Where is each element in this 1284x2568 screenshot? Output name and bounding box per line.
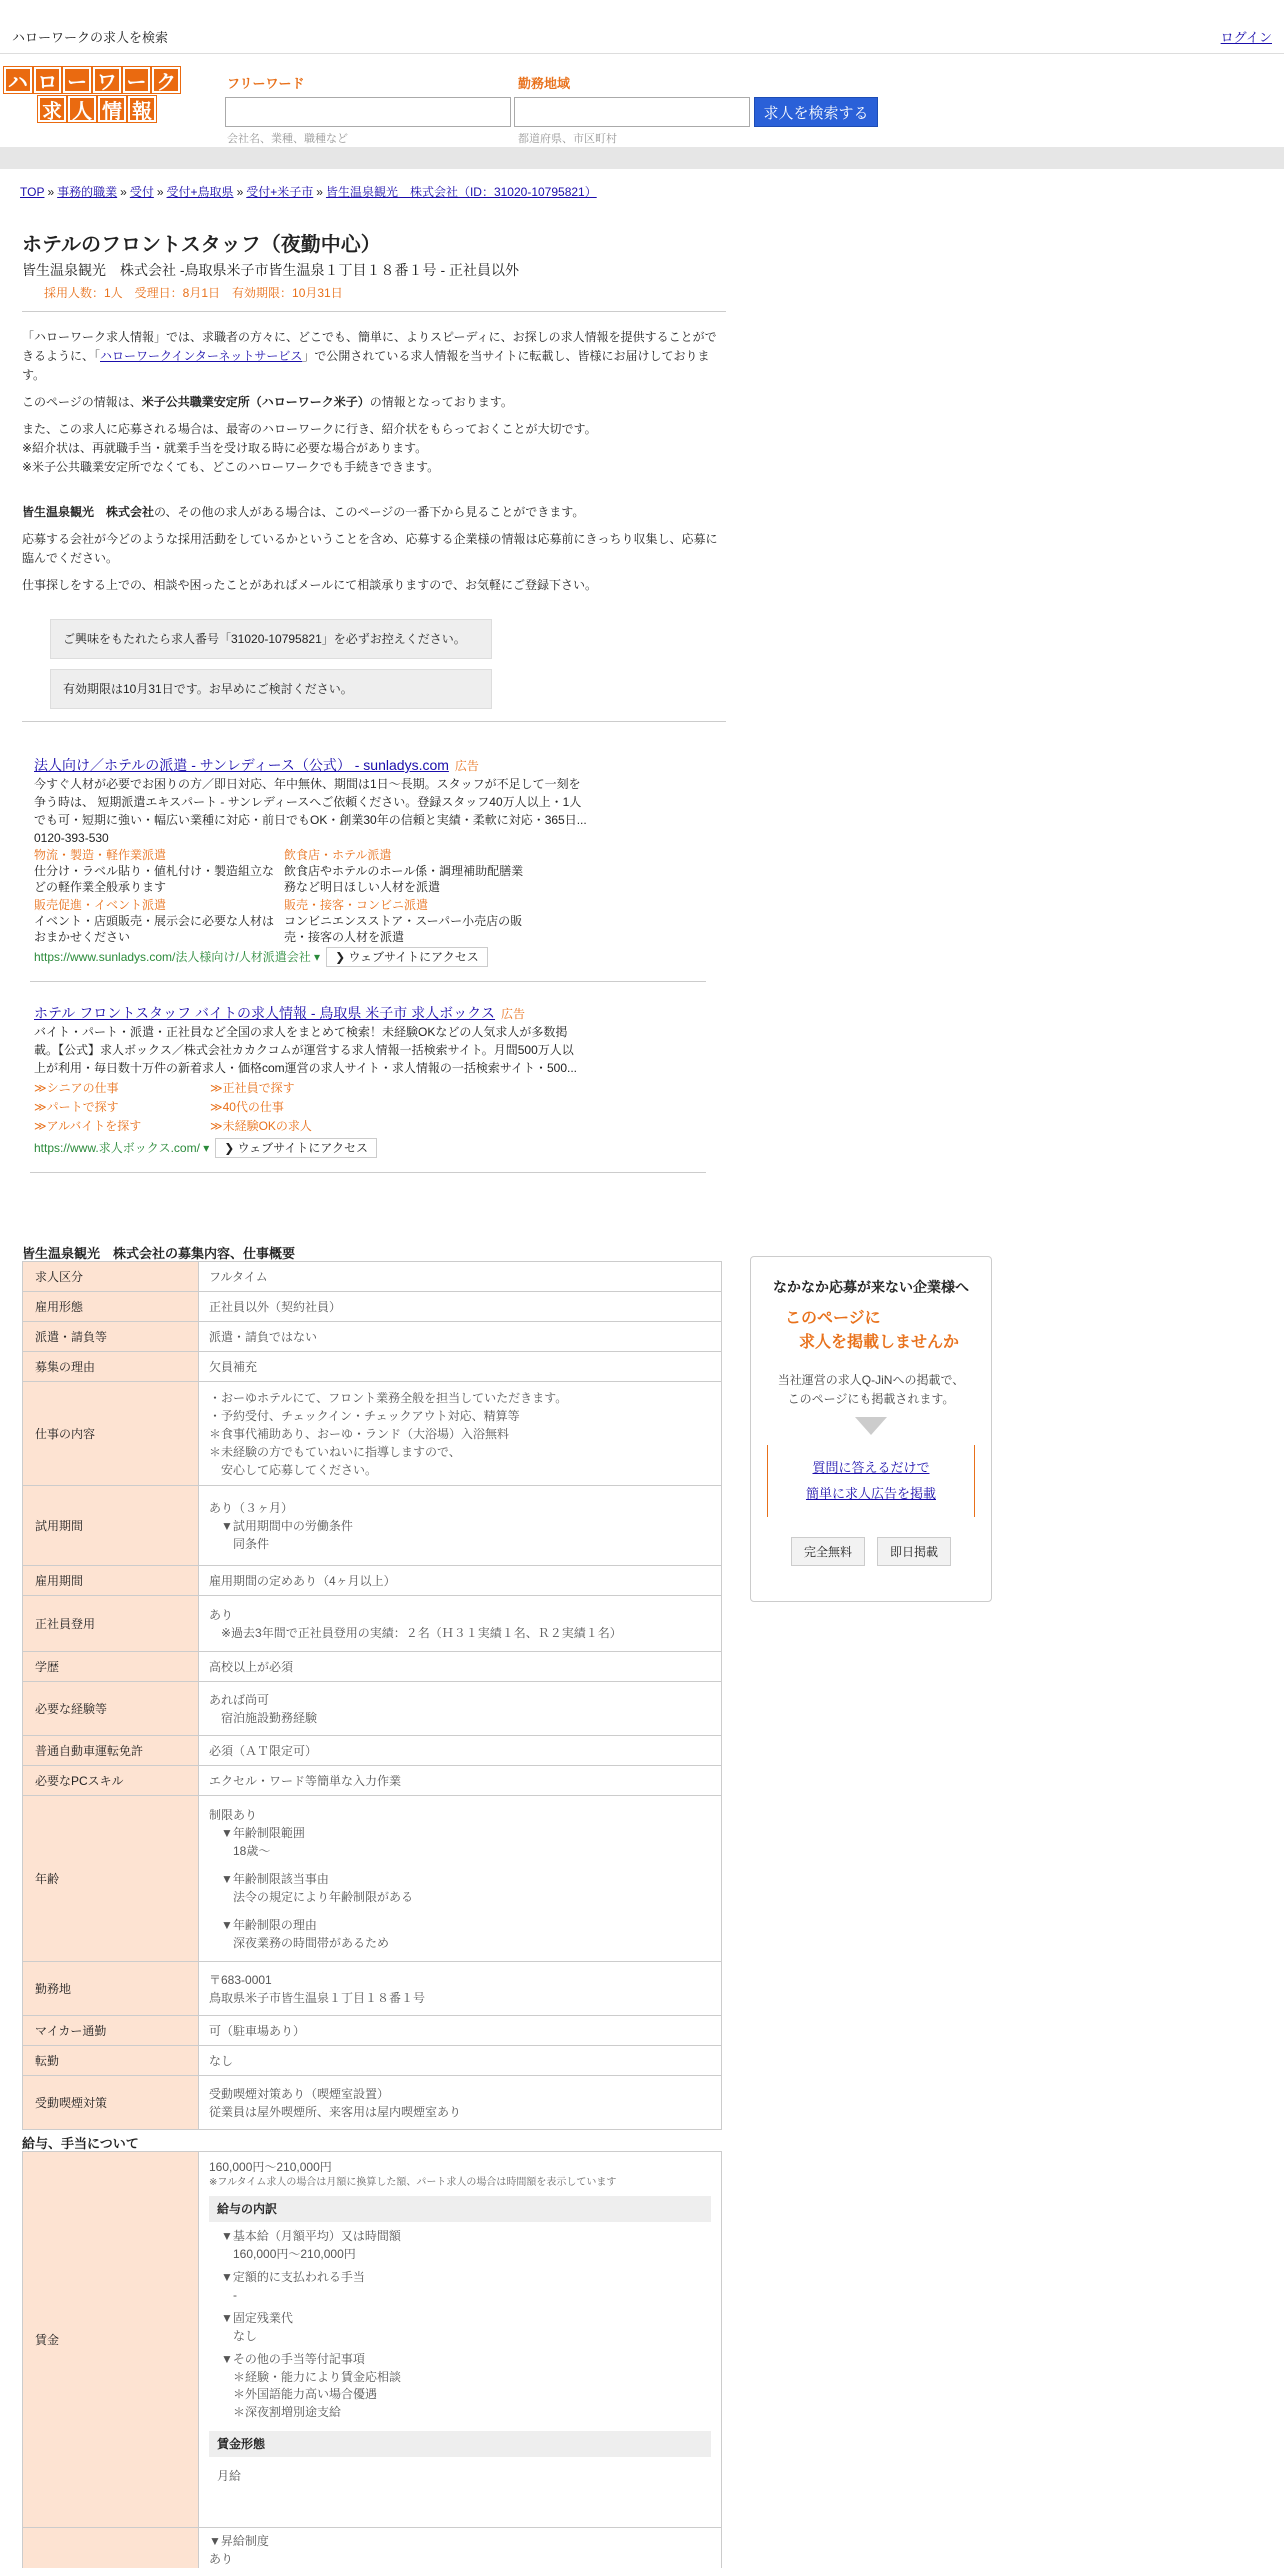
login-link[interactable]: ログイン: [1220, 30, 1272, 45]
row-value: 派遣・請負ではない: [199, 1322, 722, 1352]
row-value: なし: [199, 2046, 722, 2076]
row-value: あれば尚可 宿泊施設勤務経験: [199, 1682, 722, 1736]
ad-headline[interactable]: ホテル フロントスタッフ バイトの求人情報 - 鳥取県 米子市 求人ボックス: [34, 1005, 496, 1021]
job-meta: 採用人数：1人 受理日：8月1日 有効期限：10月31日: [44, 286, 343, 300]
row-key: 必要なPCスキル: [23, 1766, 199, 1796]
breadcrumb-link[interactable]: 事務的職業: [57, 185, 118, 199]
advertiser-promo: なかなか応募が来ない企業様へ このページに 求人を掲載しませんか 当社運営の求人Q-JiNへの掲載で、 このページにも掲載されます。 質問に答えるだけで 簡単に求人広告を掲載 完全無料 即日掲載: [750, 1256, 992, 1602]
table-row: [23, 1796, 722, 1962]
ad-sitelink[interactable]: ≫シニアの仕事: [34, 1081, 119, 1095]
table-row: [23, 1736, 722, 1766]
breadcrumb-link[interactable]: 受付+米子市: [246, 185, 314, 199]
logo-char: ク: [152, 67, 180, 93]
row-value: あり（３ヶ月） ▼試用期間中の労働条件 同条件: [199, 1486, 722, 1566]
table-row: [23, 1486, 722, 1566]
breadcrumb-link[interactable]: TOP: [20, 185, 45, 199]
same-day-badge[interactable]: 即日掲載: [877, 1537, 951, 1566]
row-key: 試用期間: [23, 1486, 199, 1566]
ad-sitelink[interactable]: ≫40代の仕事: [210, 1100, 284, 1114]
table-row: [23, 1352, 722, 1382]
row-key: 募集の理由: [23, 1352, 199, 1382]
row-value: エクセル・ワード等簡単な入力作業: [199, 1766, 722, 1796]
breadcrumb-link[interactable]: 皆生温泉観光 株式会社（ID：31020-10795821）: [325, 185, 597, 199]
logo-char: ワ: [93, 67, 121, 93]
row-key: 必要な経験等: [23, 1682, 199, 1736]
row-value: 正社員以外（契約社員）: [199, 1292, 722, 1322]
row-key: 学歴: [23, 1652, 199, 1682]
table-row: [23, 1322, 722, 1352]
ad-kyujinbox: ホテル フロントスタッフ バイトの求人情報 - 鳥取県 米子市 求人ボックス 広告 バイト・パート・派遣・正社員など全国の求人をまとめて検索！未経験OKなどの人気求人が多数掲 載。【公式】求人ボックス／株式会社カカクコムが運営する求人情報一括検索サイト。月間500万人以 上が利用・毎日数十万件の新着求人・価格com運営の求人サイト・求人情報の一括検索サイト・500... ≫シニアの仕事 ≫正社員で探す ≫パートで探す ≫40代の仕事 ≫アルバイトを探す ≫未経験OKの求人 https://www.求人ボックス.com/ ▾ ❯ ウェブサイトにアクセス: [34, 1004, 714, 1173]
row-value: 雇用期間の定めあり（4ヶ月以上）: [199, 1566, 722, 1596]
row-value: 必須（ＡＴ限定可）: [199, 1736, 722, 1766]
job-main: [22, 232, 726, 722]
job-title: ホテルのフロントスタッフ（夜勤中心）: [22, 234, 381, 256]
expiry-note: 有効期限は10月31日です。お早めにご検討ください。: [50, 669, 492, 709]
row-key: マイカー通勤: [23, 2016, 199, 2046]
row-key: 雇用期間: [23, 1566, 199, 1596]
logo-char: ー: [123, 67, 151, 93]
job-details-table: [22, 1261, 722, 2130]
logo-char: ハ: [4, 67, 32, 93]
section-heading: 皆生温泉観光 株式会社の募集内容、仕事概要: [22, 1246, 296, 1261]
row-value: あり ※過去3年間で正社員登用の実績：２名（Ｈ３１実績１名、Ｒ２実績１名）: [199, 1596, 722, 1652]
logo-char: ー: [63, 67, 91, 93]
table-row: [23, 1382, 722, 1486]
site-title: ハローワークの求人を検索: [12, 30, 169, 45]
wage-table: 賃金 160,000円〜210,000円 ※フルタイム求人の場合は月額に換算した額、パート求人の場合は時間額を表示しています 給与の内訳 ▼基本給（月額平均）又は時間額 160,000円〜210,000円 ▼定額的に支払われる手当 - ▼固定残業代 なし ▼その他の手当等付記事項 ＊経験・能力により賃金応相談 ＊外国語能力高い場合優遇 ＊深夜割増別途支給 賃金形態 月給 ▼昇給制度 あり: [22, 2151, 722, 2568]
ad-sitelink[interactable]: 販売・接客・コンビニ派遣: [284, 898, 429, 912]
job-number-note: ご興味をもたれたら求人番号「31020-10795821」を必ずお控えください。: [50, 619, 492, 659]
table-row: [23, 2076, 722, 2130]
hellowork-logo[interactable]: [4, 67, 180, 125]
row-key: 受動喫煙対策: [23, 2076, 199, 2130]
ad-headline[interactable]: 法人向け／ホテルの派遣 - サンレディース（公式） - sunladys.com: [34, 757, 449, 773]
freeword-label: フリーワード: [227, 76, 305, 91]
row-value: 高校以上が必須: [199, 1652, 722, 1682]
freeword-input[interactable]: [225, 97, 511, 127]
intro-text: 「ハローワーク求人情報」では、求職者の方々に、どこでも、簡単に、よりスピーディに、お探しの求人情報を提供することができるように、「ハローワークインターネットサービス」で公開されている求人情報を当サイトに転載し、皆様にお届けしております。 このページの情報は、米子公共職業安定所（ハローワーク米子）の情報となっております。 また、この求人に応募される場合は、最寄のハローワークに行き、紹介状をもらっておくことが大切です。 ※紹介状は、再就職手当・就業手当を受け取る時に必要な場合があります。 ※米子公共職業安定所でなくても、どこのハローワークでも手続きできます。 皆生温泉観光 株式会社の、その他の求人がある場合は、このページの一番下から見ることができます。 応募する会社が今どのような採用活動をしているかということを含め、応募する企業様の情報は応募前にきっちり収集し、応募に臨んでください。 仕事探しをする上での、相談や困ったことがあればメールにて相談承りますので、お気軽にご登録下さい。: [22, 330, 718, 592]
ad-sitelink[interactable]: ≫アルバイトを探す: [34, 1119, 142, 1133]
row-key: 仕事の内容: [23, 1382, 199, 1486]
table-row: [23, 2016, 722, 2046]
row-key: 普通自動車運転免許: [23, 1736, 199, 1766]
logo-char: 求: [38, 96, 66, 122]
table-row: [23, 1292, 722, 1322]
row-value: フルタイム: [199, 1262, 722, 1292]
promo-heading: なかなか応募が来ない企業様へ: [773, 1279, 969, 1295]
logo-char: 報: [128, 96, 156, 122]
ad-sitelink[interactable]: ≫パートで探す: [34, 1100, 119, 1114]
breadcrumb-link[interactable]: 受付+鳥取県: [166, 185, 234, 199]
post-job-links: [767, 1445, 975, 1517]
table-row: [23, 1766, 722, 1796]
breadcrumb-link[interactable]: 受付: [129, 185, 154, 199]
row-value: 〒683-0001 鳥取県米子市皆生温泉１丁目１８番１号: [199, 1962, 722, 2016]
table-row: [23, 1596, 722, 1652]
ad-sitelink[interactable]: ≫正社員で探す: [210, 1081, 295, 1095]
row-key: 派遣・請負等: [23, 1322, 199, 1352]
post-job-link[interactable]: 簡単に求人広告を掲載: [805, 1486, 936, 1501]
section-heading: 給与、手当について: [22, 2136, 139, 2151]
table-row: [23, 1652, 722, 1682]
row-value: 可（駐車場あり）: [199, 2016, 722, 2046]
logo-char: 情: [98, 96, 126, 122]
row-key: 勤務地: [23, 1962, 199, 2016]
header-divider: [0, 147, 1284, 169]
divider: [22, 311, 726, 312]
top-bar: [0, 0, 1284, 54]
ad-sitelink[interactable]: ≫未経験OKの求人: [210, 1119, 312, 1133]
logo-char: 人: [68, 96, 96, 122]
row-value: 受動喫煙対策あり（喫煙室設置） 従業員は屋外喫煙所、来客用は屋内喫煙室あり: [199, 2076, 722, 2130]
freeword-hint: 会社名、業種、職種など: [227, 133, 348, 145]
table-row: [23, 1262, 722, 1292]
table-row: [23, 2046, 722, 2076]
ad-sunladys: 法人向け／ホテルの派遣 - サンレディース（公式） - sunladys.com 広告 今すぐ人材が必要でお困りの方／即日対応、年中無休、期間は1日～長期。スタッフが不足して一刻を 争う時は、 短期派遣エキスパート - サンレディースへご依頼ください。登録スタッフ40万人以上・1人 でも可・短期に強い・幅広い業種に対応・前日でもOK・創業30年の信頼と実績・柔軟に対応・365日... 0120-393-530 物流・製造・軽作業派遣 仕分け・ラベル貼り・値札付け・製造組立などの軽作業全般承ります 販売促進・イベント派遣 イベント・店頭販売・展示会に必要な人材はおまかせください 飲食店・ホテル派遣 飲食店やホテルのホール係・調理補助配膳業務など明日ほしい人材を派遣 販売・接客・コンビニ派遣 コンビニエンスストア・スーパー小売店の販売・接客の人材を派遣 https://www.sunladys.com/法人様向け/人材派遣会社 ▾ ❯ ウェブサイトにアクセス: [34, 756, 714, 982]
visit-site-button[interactable]: ❯ ウェブサイトにアクセス: [326, 947, 488, 967]
free-badge[interactable]: 完全無料: [791, 1537, 865, 1566]
row-key: 求人区分: [23, 1262, 199, 1292]
row-key: 雇用形態: [23, 1292, 199, 1322]
job-subtitle: 皆生温泉観光 株式会社 -鳥取県米子市皆生温泉１丁目１８番１号 - 正社員以外: [22, 262, 519, 278]
ad-sitelink[interactable]: 物流・製造・軽作業派遣: [34, 848, 167, 862]
row-key: 転勤: [23, 2046, 199, 2076]
row-value: 欠員補充: [199, 1352, 722, 1382]
table-row: [23, 1682, 722, 1736]
row-key: 正社員登用: [23, 1596, 199, 1652]
visit-site-button[interactable]: ❯ ウェブサイトにアクセス: [215, 1138, 377, 1158]
search-button[interactable]: 求人を検索する: [754, 97, 878, 127]
row-value: ・おーゆホテルにて、フロント業務全般を担当していただきます。 ・予約受付、チェックイン・チェックアウト対応、精算等 ＊食事代補助あり、おーゆ・ランド（大浴場）入浴無料 ＊未経験の方でもていねいに指導しますので、 安心して応募してください。: [199, 1382, 722, 1486]
row-key: 賃金: [23, 2152, 199, 2528]
search-header: [0, 55, 1284, 147]
post-job-link[interactable]: 質問に答えるだけで: [812, 1460, 930, 1475]
table-row: [23, 1962, 722, 2016]
row-key: 年齢: [23, 1796, 199, 1962]
area-input[interactable]: [514, 97, 750, 127]
table-row: [23, 1566, 722, 1596]
down-arrow-icon: [855, 1417, 887, 1435]
area-hint: 都道府県、市区町村: [518, 133, 617, 145]
row-value: 制限あり ▼年齢制限範囲 18歳〜 ▼年齢制限該当事由 法令の規定により年齢制限がある ▼年齢制限の理由 深夜業務の時間帯があるため: [199, 1796, 722, 1962]
hellowork-internet-link[interactable]: ハローワークインターネットサービス: [100, 349, 303, 363]
ad-sitelink[interactable]: 飲食店・ホテル派遣: [284, 848, 392, 862]
logo-char: ロ: [34, 67, 62, 93]
breadcrumb: TOP » 事務的職業 » 受付 » 受付+鳥取県 » 受付+米子市 » 皆生温泉観光 株式会社（ID：31020-10795821）: [20, 185, 597, 199]
ad-sitelink[interactable]: 販売促進・イベント派遣: [34, 898, 167, 912]
area-label: 勤務地域: [518, 76, 571, 91]
